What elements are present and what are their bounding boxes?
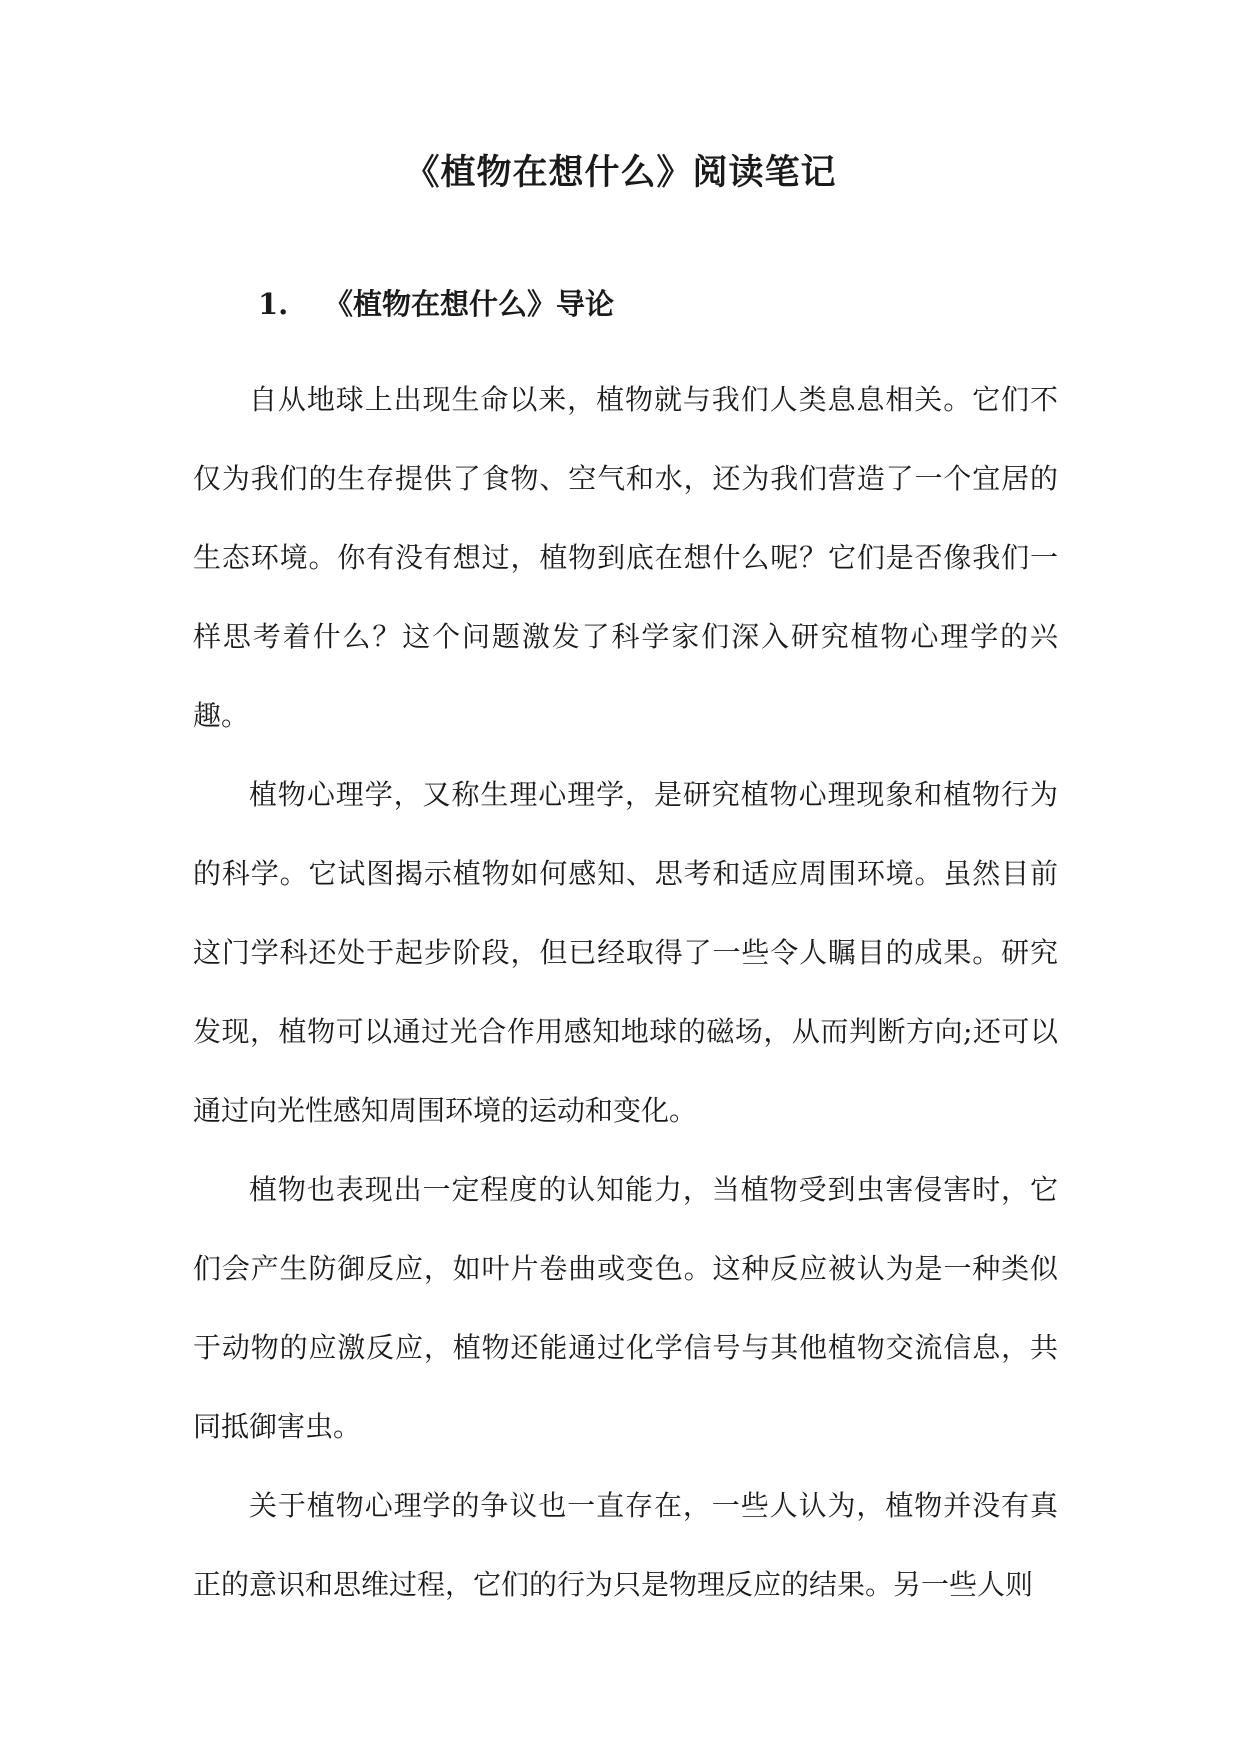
paragraph: 关于植物心理学的争议也一直存在，一些人认为，植物并没有真正的意识和思维过程，它们的行为只是物理反应的结果。另一些人则 bbox=[193, 1489, 1058, 1601]
section-title: 《植物在想什么》导论 bbox=[324, 287, 615, 321]
paragraph: 植物心理学，又称生理心理学，是研究植物心理现象和植物行为的科学。它试图揭示植物如何感知、思考和适应周围环境。虽然目前这门学科还处于起步阶段，但已经取得了一些令人瞩目的成果。研究发现，植物可以通过光合作用感知地球的磁场，从而判断方向;还可以通过向光性感知周围环境的运动和变化。 bbox=[193, 778, 1058, 1127]
paragraph: 自从地球上出现生命以来，植物就与我们人类息息相关。它们不仅为我们的生存提供了食物、空气和水，还为我们营造了一个宜居的生态环境。你有没有想过，植物到底在想什么呢？它们是否像我们一样思考着什么？这个问题激发了科学家们深入研究植物心理学的兴趣。 bbox=[193, 383, 1058, 732]
document-title: 《植物在想什么》阅读笔记 bbox=[404, 152, 837, 193]
section-number: 1. bbox=[258, 287, 289, 321]
section-heading bbox=[258, 282, 614, 326]
document-body bbox=[193, 360, 1058, 1624]
paragraph: 植物也表现出一定程度的认知能力，当植物受到虫害侵害时，它们会产生防御反应，如叶片卷曲或变色。这种反应被认为是一种类似于动物的应激反应，植物还能通过化学信号与其他植物交流信息，共同抵御害虫。 bbox=[193, 1173, 1058, 1443]
